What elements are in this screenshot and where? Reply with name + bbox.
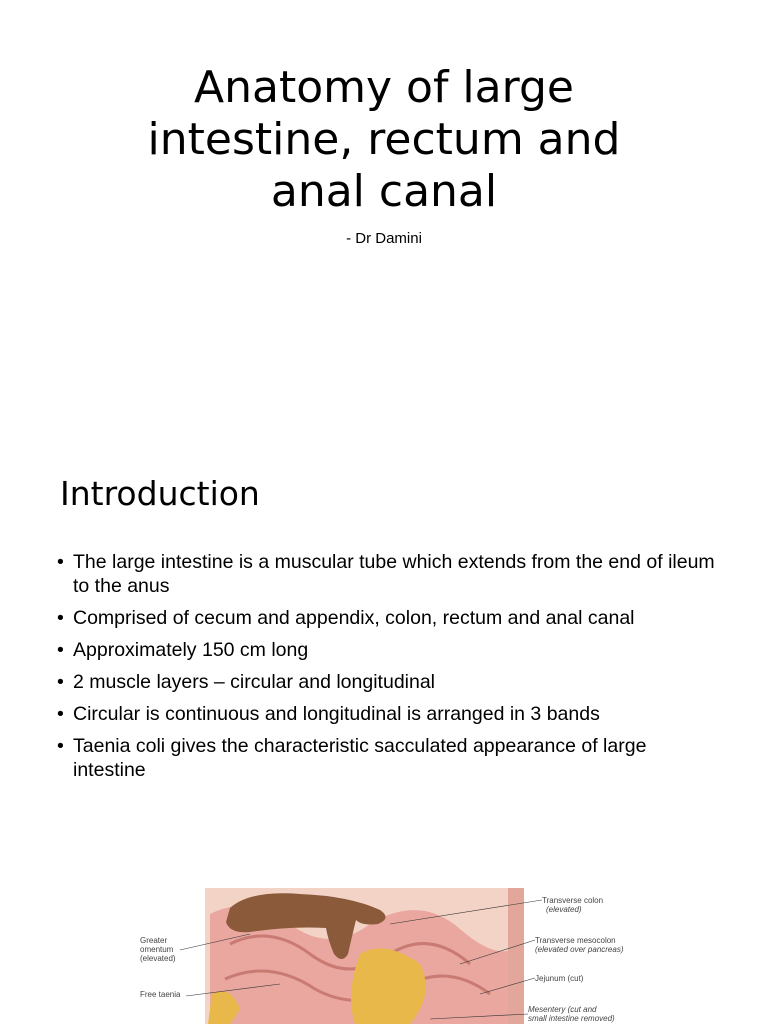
bullet-marker: • <box>57 639 64 661</box>
bullet-text: Circular is continuous and longitudinal is arranged in 3 bands <box>73 703 600 725</box>
label-transverse-mesocolon <box>535 936 624 954</box>
label-free-taenia: Free taenia <box>140 990 181 999</box>
bullet-item <box>57 734 717 782</box>
bullet-item <box>57 670 717 694</box>
bullet-item <box>57 638 717 662</box>
bullet-text: Comprised of cecum and appendix, colon, rectum and anal canal <box>73 607 635 629</box>
title-line-2: intestine, rectum and <box>147 114 621 165</box>
slide-title <box>0 62 768 218</box>
bullet-text: 2 muscle layers – circular and longitudinal <box>73 671 436 693</box>
label-line: Transverse colon <box>542 896 604 905</box>
label-line: (elevated) <box>140 954 176 963</box>
introduction-slide <box>0 430 768 860</box>
label-note: (elevated) <box>546 905 582 914</box>
title-slide <box>0 0 768 430</box>
bullet-marker: • <box>57 671 64 693</box>
bullet-marker: • <box>57 551 64 573</box>
label-mesentery <box>528 1005 615 1023</box>
label-line: Greater <box>140 936 168 945</box>
bullet-item <box>57 702 717 726</box>
bullet-text: The large intestine is a muscular tube which extends from the end of ileum to the anus <box>73 551 715 597</box>
slide-heading: Introduction <box>60 474 260 513</box>
bullet-item <box>57 606 717 630</box>
title-line-3: anal canal <box>270 166 498 217</box>
label-note: small intestine removed) <box>528 1014 615 1023</box>
bullet-text: Taenia coli gives the characteristic sacculated appearance of large intestine <box>73 735 647 781</box>
label-transverse-colon <box>542 896 603 914</box>
bullet-marker: • <box>57 607 64 629</box>
label-line: omentum <box>140 945 174 954</box>
bullet-text: Approximately 150 cm long <box>73 639 309 661</box>
slide-subtitle: - Dr Damini <box>346 230 422 247</box>
label-note: (elevated over pancreas) <box>535 945 624 954</box>
bullet-marker: • <box>57 735 64 757</box>
label-line: Transverse mesocolon <box>535 936 616 945</box>
bullet-list <box>57 550 717 790</box>
large-intestine-illustration <box>130 884 630 1024</box>
abdominal-wall <box>508 888 524 1024</box>
anatomy-figure-slide <box>0 860 768 1024</box>
bullet-item <box>57 550 717 598</box>
label-jejunum: Jejunum (cut) <box>535 974 584 983</box>
bullet-marker: • <box>57 703 64 725</box>
label-greater-omentum <box>140 936 176 963</box>
label-line: Mesentery (cut and <box>528 1005 597 1014</box>
title-line-1: Anatomy of large <box>194 62 574 113</box>
